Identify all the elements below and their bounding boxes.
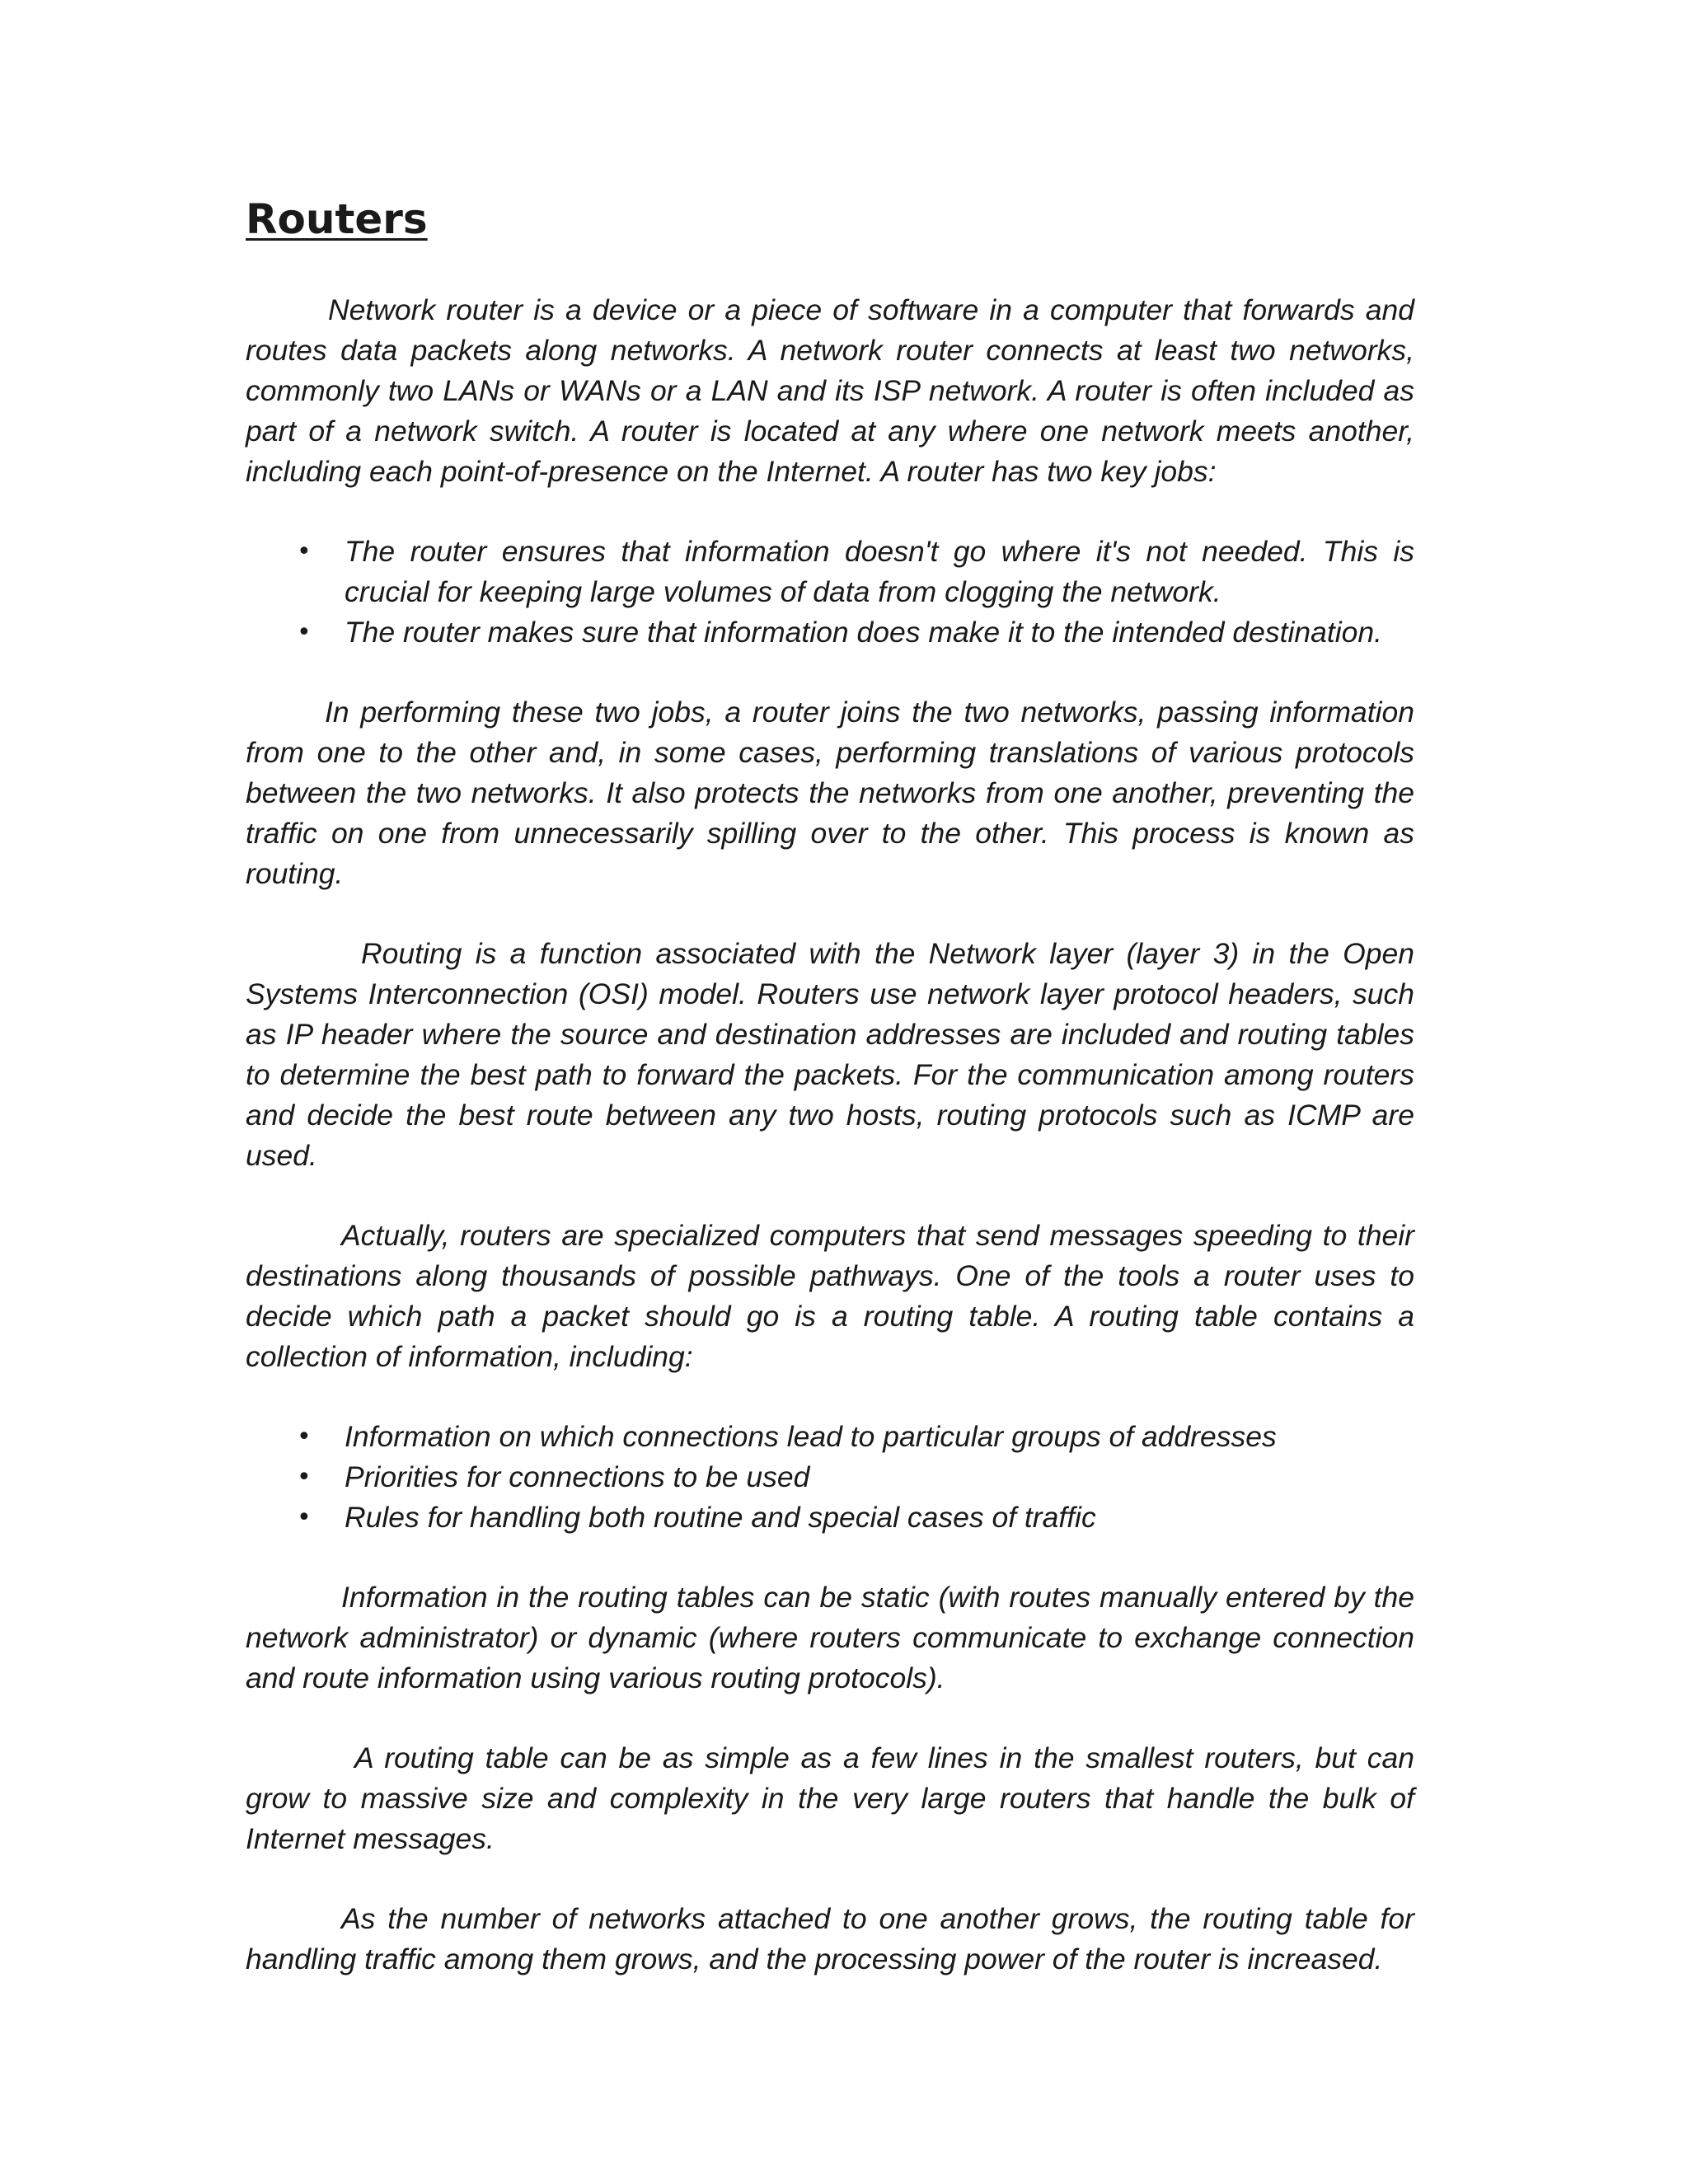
list-item: • The router ensures that information doesn't go where it's not needed. This is crucial for keeping large volumes of data from clogging the network.	[246, 532, 1414, 612]
bullet-icon: •	[297, 537, 312, 566]
list-item: • Rules for handling both routine and special cases of traffic	[246, 1497, 1414, 1538]
bullet-icon: •	[297, 1463, 312, 1492]
routing-table-info-list	[246, 1417, 1414, 1538]
bullet-icon: •	[297, 1503, 312, 1532]
paragraph-simple: A routing table can be as simple as a few lines in the smallest routers, but can grow to massive size and complexity in the very large routers that handle the bulk of Internet messages.	[246, 1741, 1414, 1855]
paragraph-growth: As the number of networks attached to one another grows, the routing table for handling traffic among them grows, and the processing power of the router is increased.	[246, 1902, 1414, 1975]
paragraph-intro: Network router is a device or a piece of software in a computer that forwards and routes data packets along networks. A network router connects at least two networks, commonly two LANs or WANs or a LAN and its ISP network. A router is often included as part of a network switch. A router is located at any where one network meets another, including each point-of-presence on the Internet. A router has two key jobs:	[246, 293, 1414, 488]
bullet-icon: •	[297, 618, 312, 647]
paragraph-performing: In performing these two jobs, a router joins the two networks, passing information from one to the other and, in some cases, performing translations of various protocols between the two networks. It also protects the networks from one another, preventing the traffic on one from unnecessarily spilling over to the other. This process is known as routing.	[246, 696, 1414, 890]
list-item: • Priorities for connections to be used	[246, 1457, 1414, 1497]
key-jobs-list	[246, 532, 1414, 653]
paragraph-information: Information in the routing tables can be static (with routes manually entered by the network administrator) or dynamic (where routers communicate to exchange connection and route information using various routing protocols).	[246, 1581, 1414, 1694]
list-item: • Information on which connections lead to particular groups of addresses	[246, 1417, 1414, 1457]
list-item: • The router makes sure that information does make it to the intended destination.	[246, 612, 1414, 653]
paragraph-actually: Actually, routers are specialized computers that send messages speeding to their destinations along thousands of possible pathways. One of the tools a router uses to decide which path a packet should go is a routing table. A routing table contains a collection of information, including:	[246, 1219, 1414, 1373]
bullet-icon: •	[297, 1422, 312, 1451]
document-page	[246, 194, 1414, 2019]
paragraph-routing: Routing is a function associated with the Network layer (layer 3) in the Open Systems Interconnection (OSI) model. Routers use network layer protocol headers, such as IP header where the source and destination addresses are included and routing tables to determine the best path to forward the packets. For the communication among routers and decide the best route between any two hosts, routing protocols such as ICMP are used.	[246, 937, 1414, 1172]
page-title: Routers	[246, 195, 428, 243]
